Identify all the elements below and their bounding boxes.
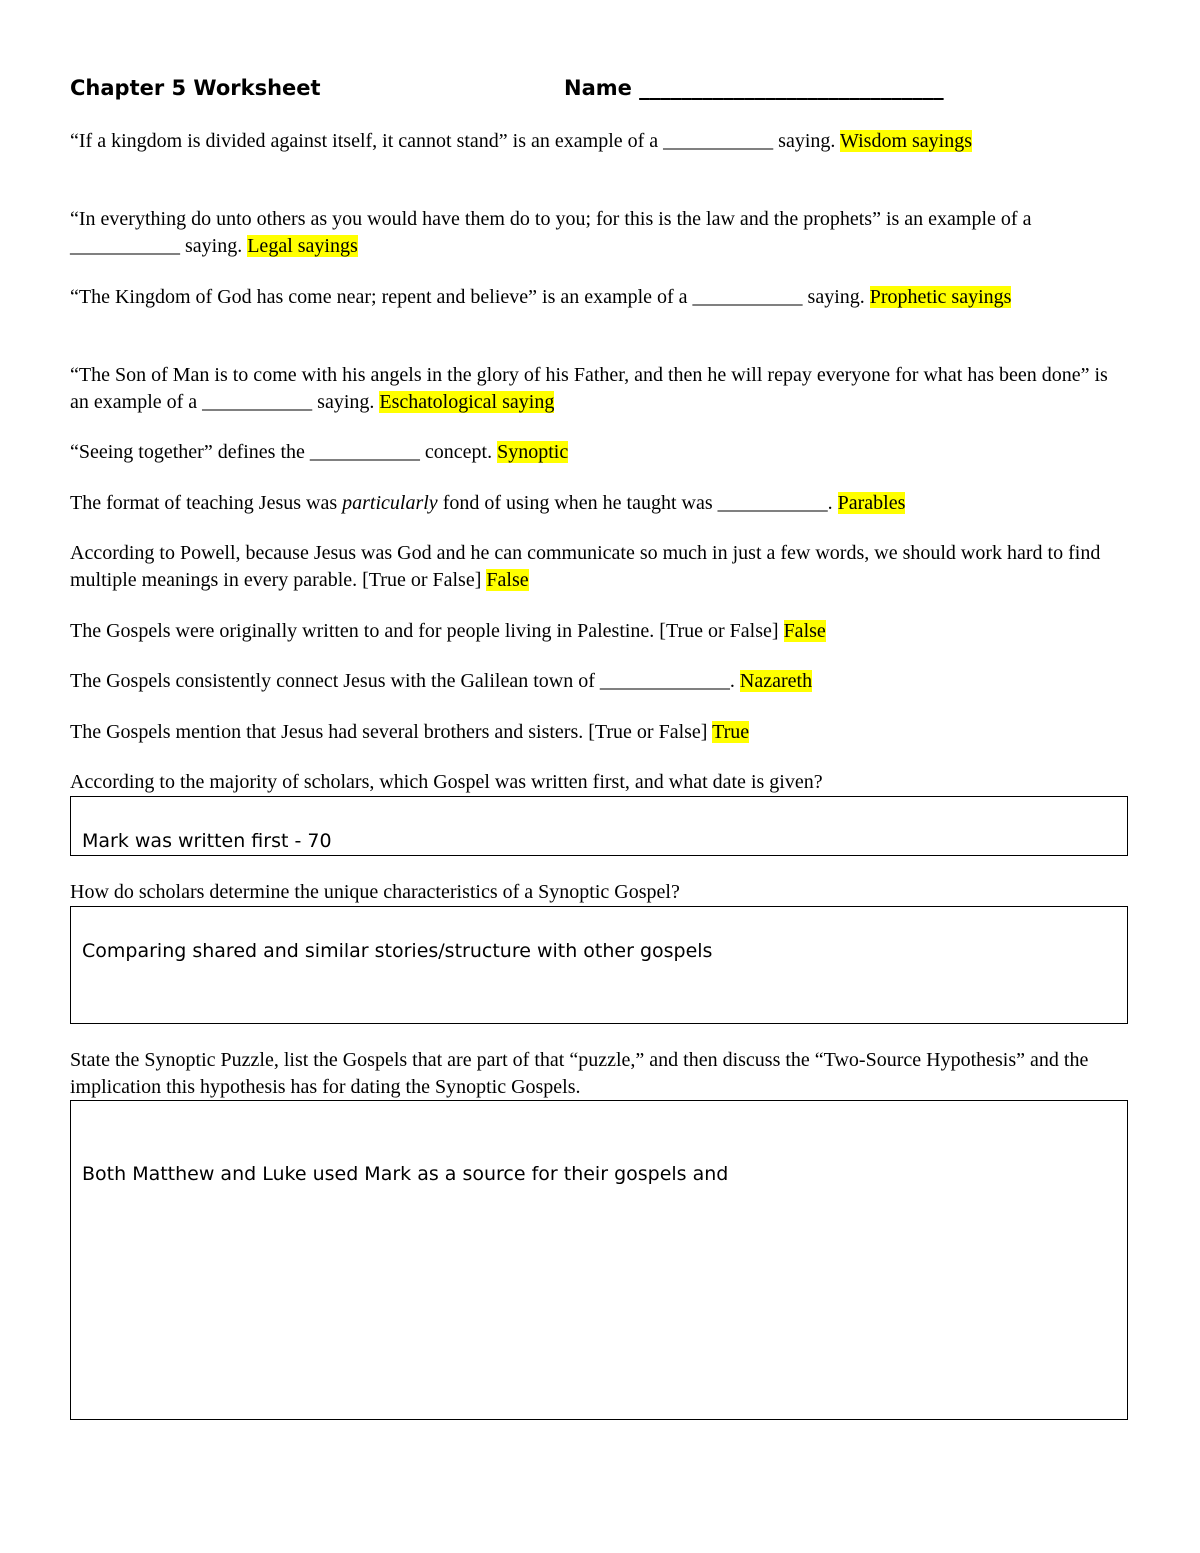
answer-text: Mark was written first - 70: [82, 830, 332, 852]
answer-highlight: Synoptic: [497, 441, 569, 463]
question-2: [70, 206, 1130, 260]
question-9: [70, 668, 1130, 695]
answer-highlight: Wisdom sayings: [840, 130, 973, 152]
question-text: According to Powell, because Jesus was God and he can communicate so much in just a few words, we should work hard to find multiple meanings in every parable. [True or False]: [70, 542, 1101, 591]
answer-highlight: Legal sayings: [247, 235, 358, 257]
question-1: [70, 128, 1130, 155]
worksheet-title: Chapter 5 Worksheet: [70, 76, 321, 100]
worksheet-header: [70, 76, 1130, 100]
question-text-end: fond of using when he taught was ___________.: [442, 492, 833, 514]
answer-highlight: False: [486, 569, 529, 591]
question-6: [70, 490, 1130, 517]
answer-highlight: Nazareth: [739, 670, 813, 692]
answer-box-1[interactable]: [70, 796, 1128, 856]
answer-highlight: False: [783, 620, 826, 642]
question-3: [70, 284, 1130, 311]
question-text: “The Kingdom of God has come near; repent and believe” is an example of a ___________ saying.: [70, 286, 865, 308]
answer-highlight: Eschatological saying: [379, 391, 555, 413]
answer-box-2[interactable]: [70, 906, 1128, 1024]
question-8: [70, 618, 1130, 645]
question-4: [70, 362, 1130, 416]
answer-highlight: Parables: [837, 492, 906, 514]
question-text: The Gospels were originally written to and for people living in Palestine. [True or False]: [70, 620, 779, 642]
open-question-2-prompt: How do scholars determine the unique characteristics of a Synoptic Gospel?: [70, 881, 680, 903]
question-5: [70, 439, 1130, 466]
answer-highlight: Prophetic sayings: [869, 286, 1012, 308]
question-text: “In everything do unto others as you would have them do to you; for this is the law and the prophets” is an example of a ___________ saying.: [70, 208, 1032, 257]
open-question-1-prompt: According to the majority of scholars, which Gospel was written first, and what date is given?: [70, 771, 823, 793]
answer-highlight: True: [712, 721, 750, 743]
question-text: “Seeing together” defines the ___________ concept.: [70, 441, 493, 463]
question-text-start: The format of teaching Jesus was: [70, 492, 338, 514]
question-7: [70, 540, 1130, 594]
answer-box-3[interactable]: [70, 1100, 1128, 1420]
name-field-label[interactable]: Name _____________________________: [564, 76, 944, 100]
question-text: The Gospels consistently connect Jesus with the Galilean town of _____________.: [70, 670, 735, 692]
question-text: The Gospels mention that Jesus had several brothers and sisters. [True or False]: [70, 721, 708, 743]
question-10: [70, 719, 1130, 746]
question-text: “If a kingdom is divided against itself, it cannot stand” is an example of a ___________ saying.: [70, 130, 836, 152]
answer-text: Both Matthew and Luke used Mark as a source for their gospels and: [82, 1163, 729, 1185]
open-question-3-prompt: State the Synoptic Puzzle, list the Gospels that are part of that “puzzle,” and then discuss the “Two-Source Hypothesis” and the implication this hypothesis has for dating the Synoptic Gospels.: [70, 1049, 1089, 1098]
question-text: “The Son of Man is to come with his angels in the glory of his Father, and then he will repay everyone for what has been done” is an example of a ___________ saying.: [70, 364, 1108, 413]
question-emphasis: particularly: [342, 492, 438, 514]
answer-text: Comparing shared and similar stories/structure with other gospels: [82, 940, 713, 962]
